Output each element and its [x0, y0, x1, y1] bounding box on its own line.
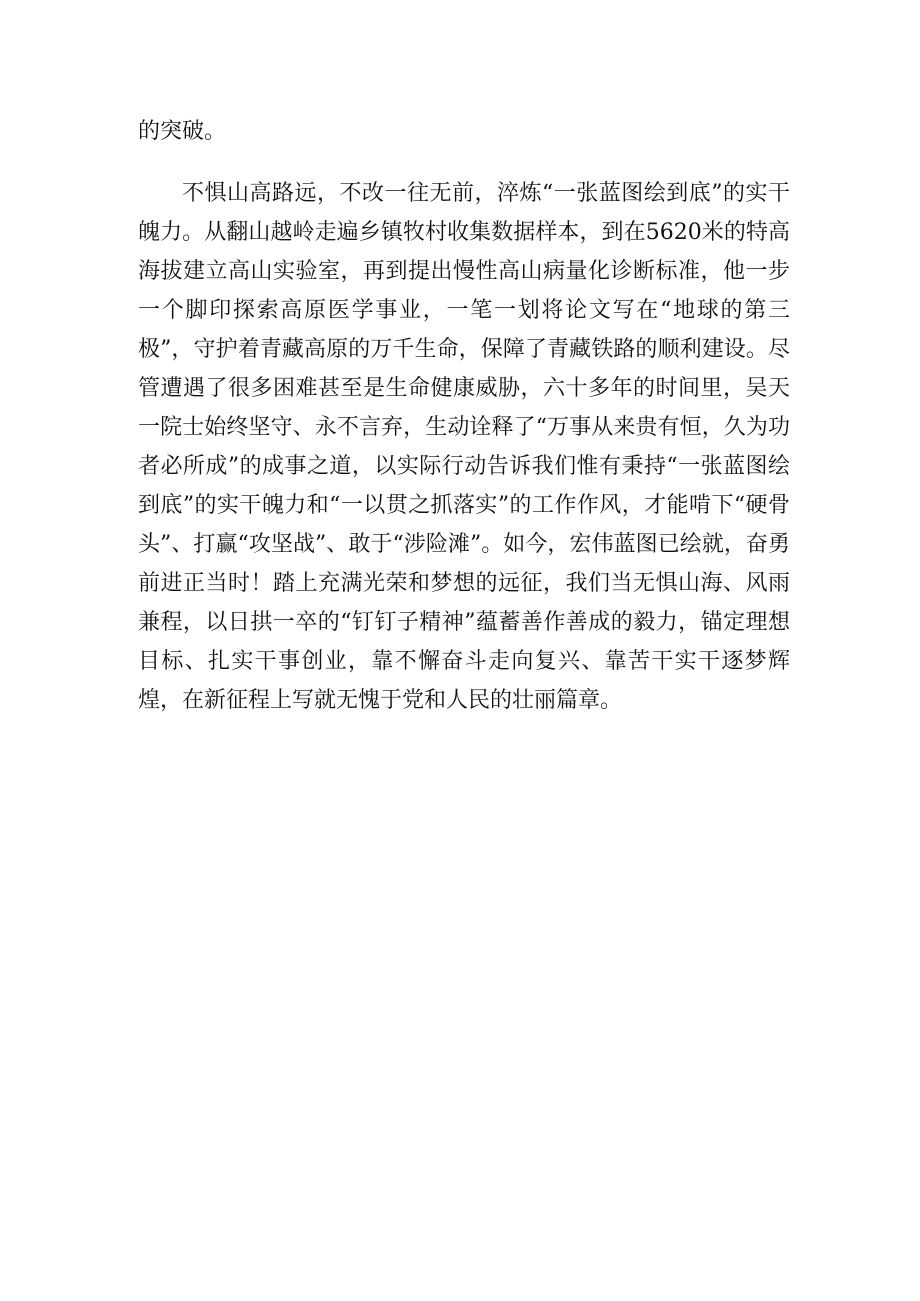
paragraph-main: 不惧山高路远，不改一往无前，淬炼“一张蓝图绘到底”的实干魄力。从翻山越岭走遍乡镇牧村收集数据样本，到在5620米的特高海拔建立高山实验室，再到提出慢性高山病量化诊断标准，他一步一个脚印探索高原医学事业，一笔一划将论文写在“地球的第三极”，守护着青藏高原的万千生命，保障了青藏铁路的顺利建设。尽管遭遇了很多困难甚至是生命健康威胁，六十多年的时间里，吴天一院士始终坚守、永不言弃，生动诠释了“万事从来贵有恒，久为功者必所成”的成事之道，以实际行动告诉我们惟有秉持“一张蓝图绘到底”的实干魄力和“一以贯之抓落实”的工作作风，才能啃下“硬骨头”、打赢“攻坚战”、敢于“涉险滩”。如今，宏伟蓝图已绘就，奋勇前进正当时！踏上充满光荣和梦想的远征，我们当无惧山海、风雨兼程，以日拱一卒的“钉钉子精神”蕴蓄善作善成的毅力，锚定理想目标、扎实干事创业，靠不懈奋斗走向复兴、靠苦干实干逐梦辉煌，在新征程上写就无愧于党和人民的壮丽篇章。	[138, 181, 790, 713]
paragraph-continuation: 的突破。	[138, 119, 227, 144]
document-body	[138, 112, 790, 720]
